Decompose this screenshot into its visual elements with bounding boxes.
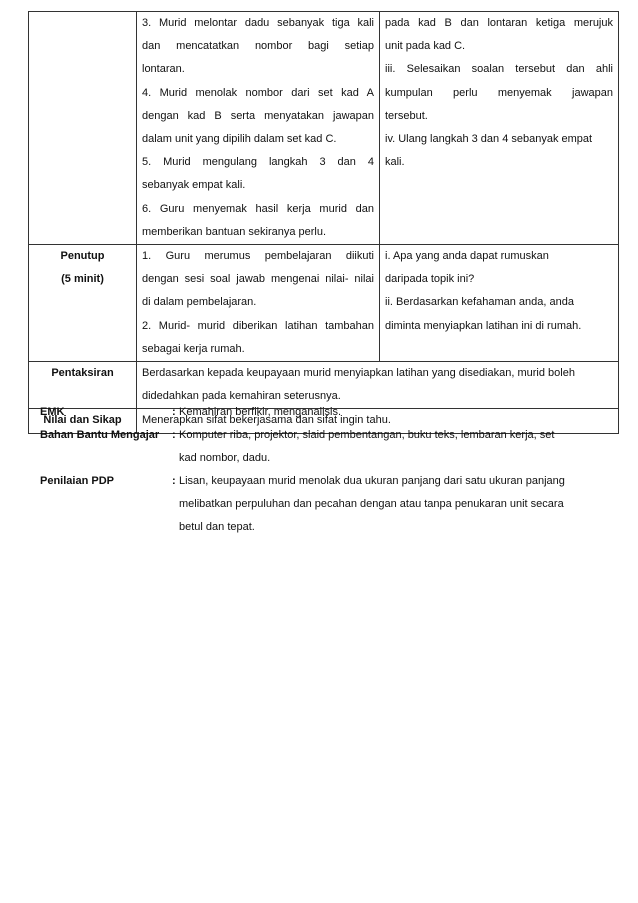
info-colon: : (172, 475, 176, 487)
text-line: Menerapkan sifat bekerjasama dan sifat ingin tahu. (142, 414, 391, 427)
text-line: melibatkan perpuluhan dan pecahan dengan atau tanpa penukaran unit secara (179, 498, 564, 510)
text-line: iii. Selesaikan soalan tersebut dan ahli (385, 63, 613, 76)
stage-label: Pentaksiran (51, 367, 114, 380)
text-line: i. Apa yang anda dapat rumuskan (385, 250, 549, 263)
info-key: Bahan Bantu Mengajar (40, 429, 160, 441)
text-line: 5. Murid mengulang langkah 3 dan 4 (142, 156, 374, 169)
text-line: 1. Guru merumus pembelajaran diikuti (142, 250, 374, 263)
stage-label: Penutup (60, 250, 105, 263)
text-line: kali. (385, 156, 405, 169)
text-line: di dalam pembelajaran. (142, 296, 257, 309)
info-value (179, 424, 600, 470)
info-row-bahan (40, 424, 600, 470)
text-line: dengan kad B serta menyatakan jawapan (142, 109, 374, 122)
text-line: 3. Murid melontar dadu sebanyak tiga kali (142, 17, 374, 29)
text-line: memberikan bantuan sekiranya perlu. (142, 225, 327, 238)
text-line: 4. Murid menolak nombor dari set kad A (142, 86, 374, 99)
text-line: unit pada kad C. (385, 40, 466, 53)
text-line: tersebut. (385, 109, 428, 122)
info-key: Penilaian PDP (40, 475, 114, 487)
text-line: iv. Ulang langkah 3 dan 4 sebanyak empat (385, 133, 593, 146)
text-line: dengan sesi soal jawab mengenai nilai- nilai (142, 273, 374, 286)
info-colon: : (172, 406, 176, 418)
note-cell (380, 245, 619, 362)
activity-cell (137, 12, 380, 245)
text-line: kad nombor, dadu. (179, 452, 271, 464)
stage-time: (5 minit) (61, 273, 104, 286)
text-line: Berdasarkan kepada keupayaan murid menyiapkan latihan yang disediakan, murid boleh (142, 367, 575, 380)
text-line: daripada topik ini? (385, 273, 475, 286)
text-line: 6. Guru menyemak hasil kerja murid dan (142, 202, 374, 215)
lesson-info (40, 401, 600, 539)
stage-cell-penutup (29, 245, 137, 362)
text-line: sebanyak empat kali. (142, 179, 246, 192)
info-value (179, 470, 600, 539)
lesson-plan-table (28, 11, 619, 434)
text-line: Lisan, keupayaan murid menolak dua ukuran panjang dari satu ukuran panjang (179, 475, 565, 487)
stage-label: Nilai dan Sikap (43, 414, 122, 427)
text-line: dan mencatatkan nombor bagi setiap (142, 40, 374, 53)
activity-cell (137, 245, 380, 362)
text-line: diminta menyiapkan latihan ini di rumah. (385, 319, 582, 332)
note-cell (380, 12, 619, 245)
info-value (179, 401, 600, 424)
text-line: lontaran. (142, 63, 185, 76)
stage-cell-empty (29, 12, 137, 245)
text-line: Komputer riba, projektor, slaid pembentangan, buku teks, lembaran kerja, set (179, 429, 555, 441)
text-line: didedahkan pada kemahiran seterusnya. (142, 390, 341, 403)
info-row-penilaian (40, 470, 600, 539)
text-line: pada kad B dan lontaran ketiga merujuk (385, 17, 613, 29)
text-line: dalam unit yang dipilih dalam set kad C. (142, 133, 337, 146)
text-line: ii. Berdasarkan kefahaman anda, anda (385, 296, 574, 309)
info-key: EMK (40, 406, 65, 418)
table-row-activity (29, 12, 619, 245)
text-line: betul dan tepat. (179, 521, 255, 533)
text-line: 2. Murid- murid diberikan latihan tambahan (142, 319, 374, 332)
text-line: kumpulan perlu menyemak jawapan (385, 86, 613, 99)
info-colon: : (172, 429, 176, 441)
info-row-emk (40, 401, 600, 424)
text-line: sebagai kerja rumah. (142, 342, 245, 355)
text-line: Kemahiran berfikir, menganalisis. (179, 406, 342, 418)
table-row-penutup (29, 245, 619, 362)
